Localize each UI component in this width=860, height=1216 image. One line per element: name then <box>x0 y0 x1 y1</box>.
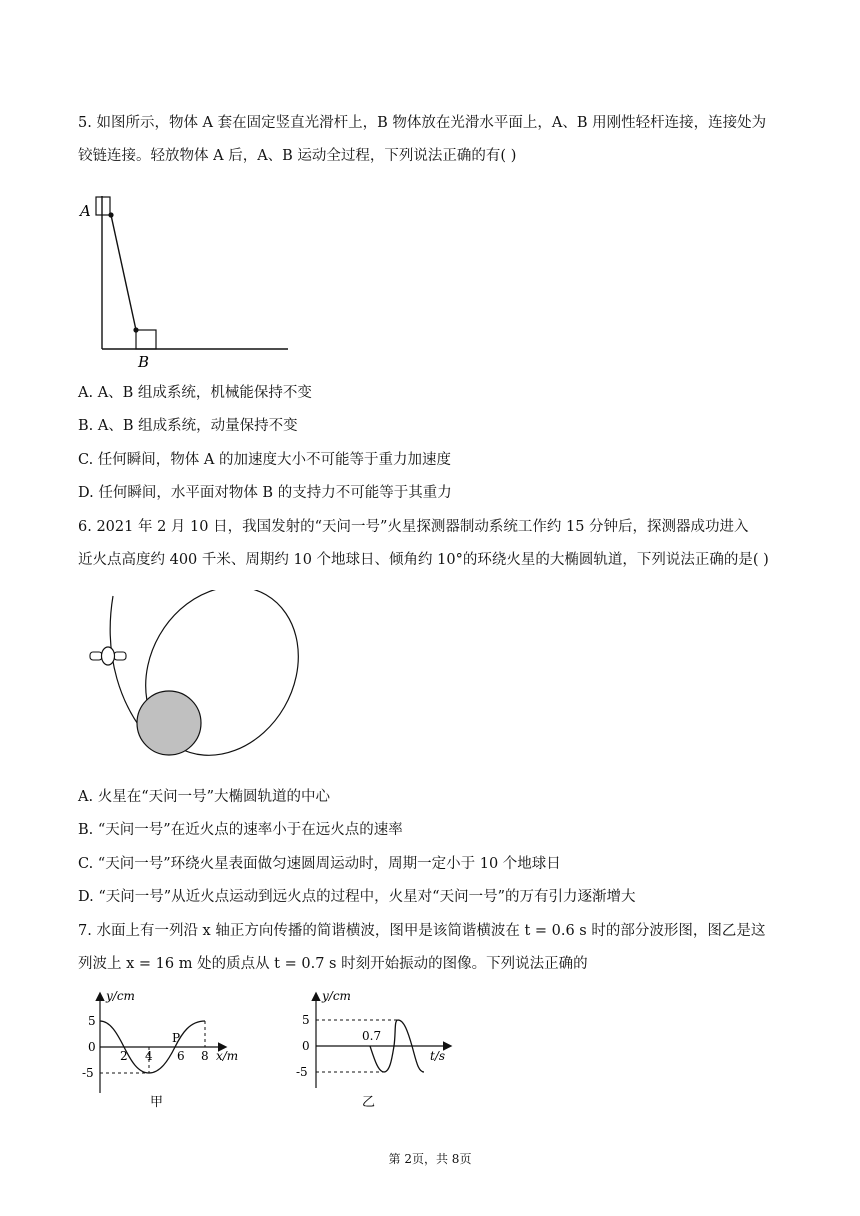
yi-tick-0-7: 0.7 <box>362 1029 382 1043</box>
q5-label-b: B <box>138 353 150 371</box>
jia-tick-2: 2 <box>120 1049 128 1063</box>
wave-graph-jia <box>80 988 280 1113</box>
q5-label-a: A <box>80 202 91 220</box>
yi-y-label: y/cm <box>322 989 351 1003</box>
jia-tick-4: 4 <box>145 1049 153 1063</box>
q6-orbit-figure <box>80 590 320 770</box>
q5-stem-line1: 5. 如图所示，物体 A 套在固定竖直光滑杆上，B 物体放在光滑水平面上，A、B 用刚性轻杆连接，连接处为 <box>78 115 767 131</box>
jia-x-label: x/m <box>216 1049 239 1063</box>
yi-tick-neg5: -5 <box>296 1065 308 1079</box>
probe-icon <box>90 647 126 665</box>
yi-caption: 乙 <box>362 1095 376 1110</box>
jia-tick-0: 0 <box>88 1040 96 1054</box>
yi-tick-0: 0 <box>302 1039 310 1053</box>
jia-tick-8: 8 <box>201 1049 209 1063</box>
q6-option-b: B. “天问一号”在近火点的速率小于在远火点的速率 <box>78 822 403 838</box>
jia-caption: 甲 <box>150 1095 164 1110</box>
q6-option-a: A. 火星在“天问一号”大椭圆轨道的中心 <box>78 789 331 805</box>
q7-stem-line1: 7. 水面上有一列沿 x 轴正方向传播的简谐横波，图甲是该简谐横波在 t = 0.6 s 时的部分波形图，图乙是这 <box>78 923 766 939</box>
jia-tick-5: 5 <box>88 1014 96 1028</box>
q7-stem-line2: 列波上 x = 16 m 处的质点从 t = 0.7 s 时刻开始振动的图像。下列说法正确的 <box>78 956 588 972</box>
q5-option-c: C. 任何瞬间，物体 A 的加速度大小不可能等于重力加速度 <box>78 452 451 468</box>
yi-tick-5: 5 <box>302 1013 310 1027</box>
q5-figure <box>76 192 296 372</box>
q5-option-b: B. A、B 组成系统，动量保持不变 <box>78 418 298 434</box>
vibration-graph-yi <box>290 988 460 1113</box>
yi-x-label: t/s <box>430 1049 446 1063</box>
q6-option-c: C. “天问一号”环绕火星表面做匀速圆周运动时，周期一定小于 10 个地球日 <box>78 856 561 872</box>
page-footer: 第 2页，共 8页 <box>388 1152 472 1166</box>
q6-stem-line1: 6. 2021 年 2 月 10 日，我国发射的“天问一号”火星探测器制动系统工作约 15 分钟后，探测器成功进入 <box>78 519 749 535</box>
jia-point-p: P <box>172 1031 181 1045</box>
q6-option-d: D. “天问一号”从近火点运动到远火点的过程中，火星对“天问一号”的万有引力逐渐增大 <box>78 889 636 905</box>
jia-tick-6: 6 <box>177 1049 185 1063</box>
jia-y-label: y/cm <box>106 989 135 1003</box>
q5-option-a: A. A、B 组成系统，机械能保持不变 <box>78 385 312 401</box>
q5-stem-line2: 铰链连接。轻放物体 A 后，A、B 运动全过程，下列说法正确的有( ) <box>78 148 517 164</box>
mars-icon <box>137 691 201 755</box>
q6-stem-line2: 近火点高度约 400 千米、周期约 10 个地球日、倾角约 10°的环绕火星的大椭圆轨道，下列说法正确的是( ) <box>78 552 769 568</box>
jia-tick-neg5: -5 <box>82 1066 94 1080</box>
q5-option-d: D. 任何瞬间，水平面对物体 B 的支持力不可能等于其重力 <box>78 485 452 501</box>
